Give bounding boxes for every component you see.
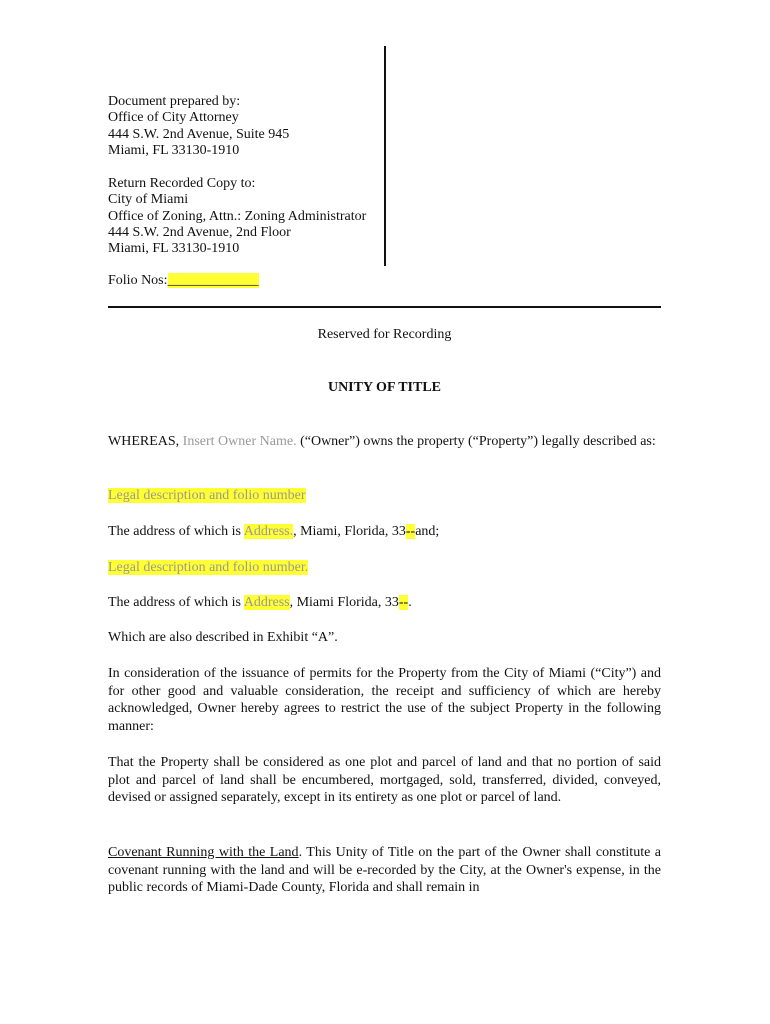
consideration-paragraph: In consideration of the issuance of permits for the Property from the City of Miami (“City”) and for other good and valuable consideration, the receipt and sufficiency of which are hereby acknowledged, Owner hereby agrees to restrict the use of the subject Property in the following manner: bbox=[108, 666, 661, 735]
return-to-block bbox=[108, 176, 366, 257]
address-text: The address of which is bbox=[108, 524, 244, 539]
address-field[interactable]: Address. bbox=[243, 524, 294, 539]
address-field[interactable]: Address bbox=[243, 595, 290, 610]
address-text: , Miami, Florida, 33 bbox=[293, 524, 406, 539]
folio-number-field[interactable]: _____________ bbox=[167, 273, 259, 288]
zip-field[interactable]: -- bbox=[398, 595, 409, 610]
whereas-text: WHEREAS, bbox=[108, 434, 183, 449]
owner-name-field[interactable]: Insert Owner Name. bbox=[182, 434, 297, 449]
plot-paragraph: That the Property shall be considered as one plot and parcel of land and that no portion of said plot and parcel of land shall be encumbered, mortgaged, sold, transferred, divided, conveyed, devised or assigned separately, except in its entirety as one plot or parcel of land. bbox=[108, 755, 661, 806]
return-to-heading: Return Recorded Copy to: bbox=[108, 176, 256, 191]
folio-line bbox=[108, 273, 259, 289]
legal-description-field[interactable]: Legal description and folio number. bbox=[108, 560, 309, 575]
return-to-line: 444 S.W. 2nd Avenue, 2nd Floor bbox=[108, 224, 291, 240]
address-paragraph-1 bbox=[108, 523, 661, 541]
prepared-by-line: Office of City Attorney bbox=[108, 110, 239, 126]
address-text: and; bbox=[415, 524, 440, 539]
recording-divider-horizontal bbox=[108, 306, 661, 308]
return-to-line: Miami, FL 33130-1910 bbox=[108, 241, 240, 257]
address-paragraph-2 bbox=[108, 594, 661, 612]
legal-description-1 bbox=[108, 487, 661, 505]
prepared-by-block bbox=[108, 94, 289, 159]
covenant-heading: Covenant Running with the Land bbox=[108, 845, 299, 860]
covenant-text: . This Unity of Title on the part of the Owner shall constitute a covenant running with the land and will be e-recorded by the City, at the Owner's expense, in the public records of Miami-Dade County, Florida and shall remain in bbox=[108, 845, 661, 896]
return-to-line: Office of Zoning, Attn.: Zoning Administrator bbox=[108, 208, 367, 224]
reserved-for-recording: Reserved for Recording bbox=[317, 327, 452, 342]
address-text: , Miami Florida, 33 bbox=[289, 595, 399, 610]
covenant-paragraph bbox=[108, 844, 661, 897]
whereas-text: (“Owner”) owns the property (“Property”) legally described as: bbox=[296, 434, 656, 449]
zip-field[interactable]: -- bbox=[405, 524, 416, 539]
document-title: UNITY OF TITLE bbox=[327, 380, 442, 395]
address-text: . bbox=[408, 595, 412, 610]
return-to-line: City of Miami bbox=[108, 192, 189, 208]
whereas-paragraph bbox=[108, 433, 661, 451]
recording-divider-vertical bbox=[384, 46, 386, 266]
folio-label: Folio Nos: bbox=[108, 273, 168, 288]
address-text: The address of which is bbox=[108, 595, 244, 610]
prepared-by-heading: Document prepared by: bbox=[108, 94, 241, 109]
prepared-by-line: 444 S.W. 2nd Avenue, Suite 945 bbox=[108, 126, 290, 142]
exhibit-paragraph: Which are also described in Exhibit “A”. bbox=[108, 630, 338, 645]
prepared-by-line: Miami, FL 33130-1910 bbox=[108, 142, 240, 158]
legal-description-2 bbox=[108, 559, 661, 577]
legal-description-field[interactable]: Legal description and folio number bbox=[108, 488, 306, 503]
